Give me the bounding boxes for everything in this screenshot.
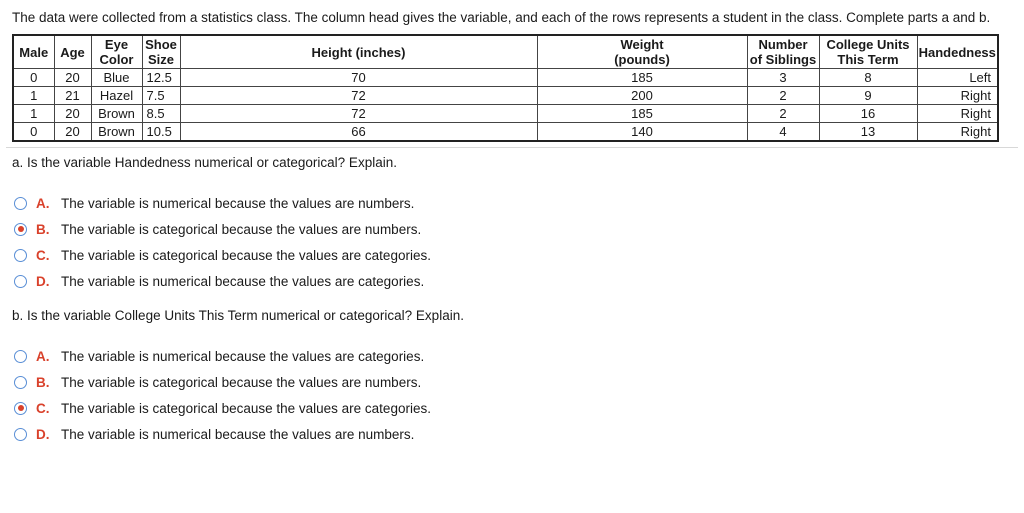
- question-a: a. Is the variable Handedness numerical or categorical? Explain.: [12, 155, 397, 170]
- option-text: The variable is numerical because the values are numbers.: [61, 426, 415, 442]
- header-siblings: Number of Siblings: [747, 35, 819, 69]
- cell-age: 21: [54, 87, 91, 105]
- cell-male: 1: [13, 87, 54, 105]
- cell-male: 1: [13, 105, 54, 123]
- option-letter: A.: [36, 348, 50, 364]
- cell-eye-color: Blue: [91, 69, 142, 87]
- option-a-C[interactable]: [14, 247, 431, 263]
- option-letter: B.: [36, 374, 50, 390]
- cell-age: 20: [54, 69, 91, 87]
- option-b-D[interactable]: [14, 426, 414, 442]
- instructions-text: The data were collected from a statistics class. The column head gives the variable, and each of the rows represents a student in the class. Complete parts a and b.: [12, 10, 991, 25]
- cell-shoe-size: 8.5: [142, 105, 180, 123]
- cell-siblings: 3: [747, 69, 819, 87]
- radio-button[interactable]: [14, 249, 27, 262]
- header-age: Age: [54, 35, 91, 69]
- table-row: [13, 105, 998, 123]
- option-a-A[interactable]: [14, 195, 414, 211]
- cell-handedness: Right: [917, 87, 998, 105]
- option-letter: B.: [36, 221, 50, 237]
- header-height: Height (inches): [180, 35, 537, 69]
- radio-button[interactable]: [14, 223, 27, 236]
- cell-height: 66: [180, 123, 537, 142]
- cell-college-units: 9: [819, 87, 917, 105]
- cell-handedness: Right: [917, 105, 998, 123]
- cell-shoe-size: 10.5: [142, 123, 180, 142]
- cell-weight: 200: [537, 87, 747, 105]
- cell-eye-color: Brown: [91, 123, 142, 142]
- cell-eye-color: Hazel: [91, 87, 142, 105]
- radio-button[interactable]: [14, 376, 27, 389]
- option-letter: D.: [36, 273, 50, 289]
- option-letter: C.: [36, 400, 50, 416]
- section-divider: [6, 147, 1018, 148]
- radio-button[interactable]: [14, 402, 27, 415]
- option-text: The variable is categorical because the values are numbers.: [61, 221, 422, 237]
- option-text: The variable is numerical because the values are categories.: [61, 273, 425, 289]
- cell-age: 20: [54, 105, 91, 123]
- cell-height: 72: [180, 87, 537, 105]
- cell-shoe-size: 12.5: [142, 69, 180, 87]
- cell-weight: 185: [537, 69, 747, 87]
- radio-button[interactable]: [14, 350, 27, 363]
- cell-height: 70: [180, 69, 537, 87]
- cell-age: 20: [54, 123, 91, 142]
- cell-handedness: Left: [917, 69, 998, 87]
- header-handedness: Handedness: [917, 35, 998, 69]
- option-letter: A.: [36, 195, 50, 211]
- option-text: The variable is categorical because the values are categories.: [61, 247, 431, 263]
- cell-siblings: 4: [747, 123, 819, 142]
- radio-button[interactable]: [14, 275, 27, 288]
- cell-siblings: 2: [747, 87, 819, 105]
- radio-button[interactable]: [14, 428, 27, 441]
- table-header-row: [13, 35, 998, 69]
- option-letter: C.: [36, 247, 50, 263]
- data-table: [12, 34, 999, 142]
- option-letter: D.: [36, 426, 50, 442]
- table-row: [13, 69, 998, 87]
- cell-height: 72: [180, 105, 537, 123]
- cell-college-units: 8: [819, 69, 917, 87]
- option-b-B[interactable]: [14, 374, 421, 390]
- option-text: The variable is numerical because the values are numbers.: [61, 195, 415, 211]
- table-row: [13, 123, 998, 142]
- cell-eye-color: Brown: [91, 105, 142, 123]
- option-b-C[interactable]: [14, 400, 431, 416]
- header-college-units: College Units This Term: [819, 35, 917, 69]
- option-a-B[interactable]: [14, 221, 421, 237]
- option-text: The variable is categorical because the values are numbers.: [61, 374, 422, 390]
- cell-handedness: Right: [917, 123, 998, 142]
- table-row: [13, 87, 998, 105]
- option-text: The variable is categorical because the values are categories.: [61, 400, 431, 416]
- header-shoe-size: Shoe Size: [142, 35, 180, 69]
- cell-male: 0: [13, 123, 54, 142]
- option-a-D[interactable]: [14, 273, 424, 289]
- option-text: The variable is numerical because the values are categories.: [61, 348, 425, 364]
- cell-siblings: 2: [747, 105, 819, 123]
- cell-college-units: 13: [819, 123, 917, 142]
- header-weight: Weight (pounds): [537, 35, 747, 69]
- header-eye-color: Eye Color: [91, 35, 142, 69]
- cell-shoe-size: 7.5: [142, 87, 180, 105]
- header-male: Male: [13, 35, 54, 69]
- question-b: b. Is the variable College Units This Term numerical or categorical? Explain.: [12, 308, 464, 323]
- radio-button[interactable]: [14, 197, 27, 210]
- cell-college-units: 16: [819, 105, 917, 123]
- cell-weight: 140: [537, 123, 747, 142]
- cell-male: 0: [13, 69, 54, 87]
- cell-weight: 185: [537, 105, 747, 123]
- option-b-A[interactable]: [14, 348, 424, 364]
